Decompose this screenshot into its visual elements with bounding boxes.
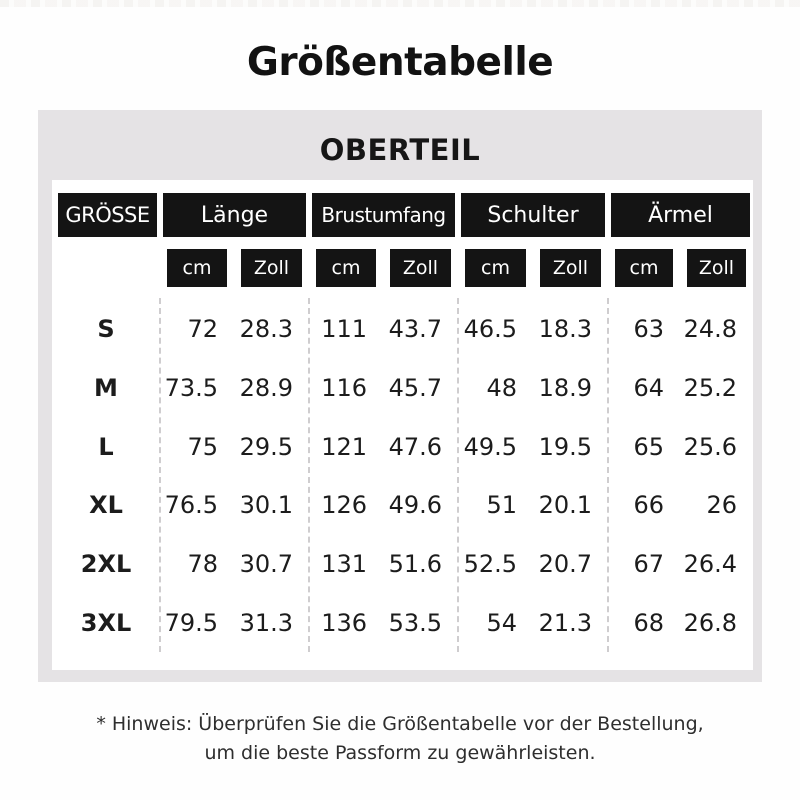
table-cell: 28.9 [239,373,293,402]
table-unit-row [52,249,753,287]
table-cell: 18.9 [538,373,592,402]
table-cell: 78 [187,549,218,578]
size-row-label: S [97,315,115,344]
table-cell: 116 [321,373,367,402]
table-cell: 18.3 [538,315,592,344]
table-cell: 67 [633,549,664,578]
unit-brustumfang-zoll: Zoll [390,249,451,287]
column-header-laenge: Länge [163,193,306,237]
size-row-label: XL [89,491,123,520]
table-cell: 52.5 [463,549,517,578]
table-cell: 29.5 [239,432,293,461]
table-cell: 51.6 [388,549,442,578]
size-note-line-1: * Hinweis: Überprüfen Sie die Größentabelle vor der Bestellung, [96,713,704,735]
table-cell: 25.2 [683,373,737,402]
column-header-aermel: Ärmel [611,193,750,237]
table-cell: 79.5 [164,608,218,637]
unit-schulter-cm: cm [465,249,526,287]
table-cell: 75 [187,432,218,461]
table-cell: 131 [321,549,367,578]
size-table [52,180,753,670]
unit-laenge-cm: cm [167,249,227,287]
table-cell: 76.5 [164,491,218,520]
table-cell: 66 [633,491,664,520]
table-cell: 20.1 [538,491,592,520]
table-cell: 51 [486,491,517,520]
table-cell: 54 [486,608,517,637]
table-cell: 48 [486,373,517,402]
table-cell: 111 [321,315,367,344]
table-cell: 28.3 [239,315,293,344]
table-cell: 64 [633,373,664,402]
column-header-schulter: Schulter [461,193,605,237]
table-cell: 53.5 [388,608,442,637]
unit-brustumfang-cm: cm [316,249,376,287]
table-cell: 121 [321,432,367,461]
size-note-line-2: um die beste Passform zu gewährleisten. [204,742,596,764]
table-cell: 63 [633,315,664,344]
table-cell: 47.6 [388,432,442,461]
table-cell: 68 [633,608,664,637]
table-cell: 65 [633,432,664,461]
table-cell: 25.6 [683,432,737,461]
table-cell: 26.8 [683,608,737,637]
column-header-brustumfang: Brustumfang [312,193,455,237]
unit-aermel-zoll: Zoll [687,249,746,287]
table-cell: 19.5 [538,432,592,461]
cropped-text-remnant [0,0,800,7]
size-row-label: 3XL [80,608,132,637]
table-cell: 45.7 [388,373,442,402]
size-row-label: L [98,432,114,461]
unit-spacer [52,249,160,287]
table-header-row [52,193,753,237]
table-cell: 30.1 [239,491,293,520]
unit-aermel-cm: cm [615,249,673,287]
table-cell: 46.5 [463,315,517,344]
size-row-label: 2XL [80,549,132,578]
unit-laenge-zoll: Zoll [241,249,302,287]
size-row-label: M [94,373,118,402]
table-cell: 49.6 [388,491,442,520]
table-cell: 21.3 [538,608,592,637]
section-title: OBERTEIL [319,133,481,167]
table-cell: 73.5 [164,373,218,402]
table-cell: 126 [321,491,367,520]
table-cell: 49.5 [463,432,517,461]
column-header-groesse: GRÖSSE [58,193,157,237]
table-cell: 31.3 [239,608,293,637]
table-cell: 26 [706,491,737,520]
table-cell: 72 [187,315,218,344]
table-cell: 30.7 [239,549,293,578]
table-cell: 43.7 [388,315,442,344]
size-chart-panel [38,110,762,682]
table-cell: 24.8 [683,315,737,344]
table-body [52,300,753,652]
table-cell: 136 [321,608,367,637]
unit-schulter-zoll: Zoll [540,249,601,287]
table-cell: 20.7 [538,549,592,578]
page-title: Größentabelle [246,40,554,85]
table-cell: 26.4 [683,549,737,578]
size-note [0,710,800,768]
